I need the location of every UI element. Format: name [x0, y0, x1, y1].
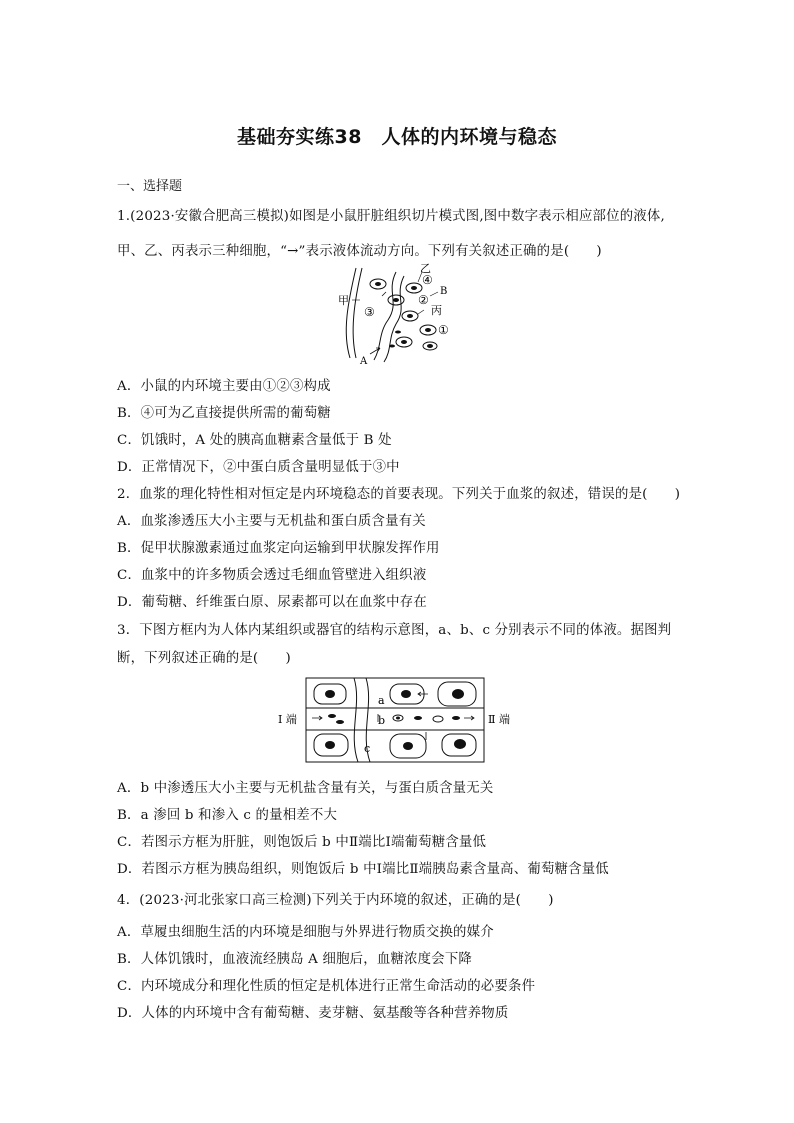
q1-stem-line2: 甲、乙、丙表示三种细胞，“→”表示液体流动方向。下列有关叙述正确的是( ): [117, 244, 602, 259]
q3-label-c: c: [364, 742, 371, 755]
q1-label-1: ①: [438, 323, 449, 337]
q1-liver-tissue-figure: [338, 262, 460, 366]
q1-option-d: D．正常情况下，②中蛋白质含量明显低于③中: [117, 460, 400, 475]
q2-stem: 2．血浆的理化特性相对恒定是内环境稳态的首要表现。下列关于血浆的叙述，错误的是( ): [117, 487, 681, 502]
q3-label-a: a: [378, 694, 385, 707]
q1-option-c: C．饥饿时，A 处的胰高血糖素含量低于 B 处: [117, 433, 392, 448]
section-heading: 一、选择题: [117, 179, 183, 194]
q1-label-bing: 丙: [431, 304, 442, 317]
q2-option-b: B．促甲状腺激素通过血浆定向运输到甲状腺发挥作用: [117, 541, 440, 556]
q2-option-d: D．葡萄糖、纤维蛋白原、尿素都可以在血浆中存在: [117, 595, 427, 610]
q1-label-3: ③: [364, 305, 375, 319]
q1-option-b: B．④可为乙直接提供所需的葡萄糖: [117, 406, 331, 421]
q4-option-a: A．草履虫细胞生活的内环境是细胞与外界进行物质交换的媒介: [117, 925, 494, 940]
q3-stem-line1: 3．下图方框内为人体内某组织或器官的结构示意图，a、b、c 分别表示不同的体液。据图判: [117, 623, 672, 638]
q3-option-c: C．若图示方框为肝脏，则饱饭后 b 中Ⅱ端比Ⅰ端葡萄糖含量低: [117, 835, 487, 850]
q3-option-d: D．若图示方框为胰岛组织，则饱饭后 b 中Ⅰ端比Ⅱ端胰岛素含量高、葡萄糖含量低: [117, 862, 609, 877]
q1-label-yi: 乙: [420, 262, 431, 275]
q2-option-a: A．血浆渗透压大小主要与无机盐和蛋白质含量有关: [117, 514, 426, 529]
q1-label-jia: 甲: [338, 294, 349, 307]
q4-stem: 4．(2023·河北张家口高三检测)下列关于内环境的叙述，正确的是( ): [117, 893, 554, 908]
q1-stem-line1: 1.(2023·安徽合肥高三模拟)如图是小鼠肝脏组织切片模式图,图中数字表示相应部位的液体,: [117, 209, 665, 224]
q3-tissue-figure: [278, 674, 520, 766]
q3-option-b: B．a 渗回 b 和渗入 c 的量相差不大: [117, 808, 338, 823]
q4-option-d: D．人体的内环境中含有葡萄糖、麦芽糖、氨基酸等各种营养物质: [117, 1006, 509, 1021]
q4-option-b: B．人体饥饿时，血液流经胰岛 A 细胞后，血糖浓度会下降: [117, 952, 472, 967]
q1-option-a: A．小鼠的内环境主要由①②③构成: [117, 379, 331, 394]
q1-label-b: B: [440, 286, 448, 297]
q3-label-left-end: Ⅰ 端: [278, 713, 297, 726]
q1-label-a: A: [360, 356, 368, 366]
q1-label-2: ②: [418, 293, 429, 307]
q1-label-4: ④: [422, 273, 433, 287]
page-title: 基础夯实练38 人体的内环境与稳态: [237, 126, 557, 148]
q3-label-b: b: [378, 714, 386, 727]
q4-option-c: C．内环境成分和理化性质的恒定是机体进行正常生命活动的必要条件: [117, 979, 536, 994]
q2-option-c: C．血浆中的许多物质会透过毛细血管壁进入组织液: [117, 568, 427, 583]
q3-stem-line2: 断，下列叙述正确的是( ): [117, 651, 291, 666]
q3-label-right-end: Ⅱ 端: [488, 713, 510, 726]
q3-option-a: A．b 中渗透压大小主要与无机盐含量有关，与蛋白质含量无关: [117, 781, 494, 796]
